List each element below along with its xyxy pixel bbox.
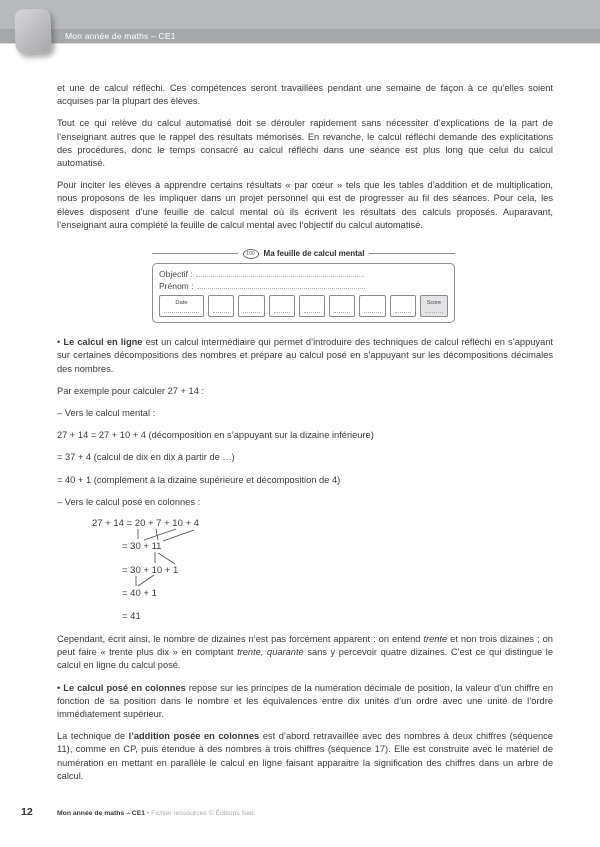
tree-line-3: = 30 + 10 + 1 [122,565,179,577]
page-content [57,44,553,792]
tree-connector [138,575,154,586]
paragraph-cependant: Cependant, écrit ainsi, le nombre de dizaines n’est pas forcément apparent : on entend trente et non trois dizaines ; on peut faire « trente plus dix » en comptant trente, quarante sans y percevoir quatre dizaines. C’est ce qui distingue le calcul en ligne du calcul posé. [57,634,554,671]
bullet-bold-text: Le calcul en ligne [63,337,143,348]
objectif-row [159,268,448,280]
answer-cell [238,295,264,317]
header-title: Mon année de maths – CE1 [65,31,176,41]
header-bar [0,29,600,44]
tree-connector [158,553,175,564]
mental-equation-line: = 37 + 4 (calcul de dix en dix à partir de …) [57,452,235,463]
paragraph: Pour inciter les élèves à apprendre certains résultats « par cœur » tels que les tables d’addition et de multiplication, nous proposons de les impliquer dans un projet personnel qui est de progresser au fil des séances. Pour cela, les élèves disposent d’une feuille de calcul mental où ils écrivent les résultats des calculs proposés. Auparavant, l’enseignant aura complété la feuille de calcul mental avec l’objectif du calcul automatisé. [57,180,553,230]
tree-line-1: 27 + 14 = 20 + 7 + 10 + 4 [92,518,199,530]
prenom-write-line [197,280,365,289]
answer-cell [208,295,234,317]
legend-rule-right [369,253,455,254]
worksheet-legend [152,247,455,260]
answer-cell [359,295,385,317]
italic-trente: trente [423,634,448,645]
worksheet-box [152,263,455,323]
objectif-write-line [196,268,364,277]
paragraph: et une de calcul réfléchi. Ces compétences seront travaillées pendant une semaine de façon à ce qu’elles soient acquises par la plupart des élèves. [57,83,553,107]
tree-line-5: = 41 [122,611,141,623]
mental-equation-line: = 40 + 1 (complément à la dizaine supérieure et décomposition de 4) [57,474,341,485]
score-write-line [425,312,443,313]
header-band [0,0,600,29]
score-cell [420,295,448,317]
example-intro: Par exemple pour calculer 27 + 14 : [57,385,205,396]
page-footer [0,806,600,820]
worksheet-cells [159,295,448,317]
bold-addition-posee: l’addition posée en colonnes [128,731,260,742]
bullet-marker: • [57,337,61,348]
answer-cell [269,295,295,317]
answer-cell [329,295,355,317]
prenom-row [159,280,448,292]
mental-equation-line: 27 + 14 = 27 + 10 + 4 (décomposition en s’appuyant sur la dizaine inférieure) [57,430,374,441]
prenom-label: Prénom : [159,281,194,292]
bullet-calcul-en-ligne [57,336,553,376]
score-label: Score [426,300,442,307]
badge-100-icon: 100 [243,249,259,259]
date-cell [159,295,204,317]
tree-connector [156,529,158,540]
legend-rule-left [152,253,238,254]
bullet-rest-text: est un calcul intermédiaire qui permet d’introduire des techniques de calcul réfléchi en s’appuyant sur certaines décompositions des nombres et prépare au calcul posé en s’appuyant sur les décompositions décimales des nombres. [57,337,554,374]
answer-cell [390,295,416,317]
footer-book-title: Mon année de maths – CE1 [57,810,146,817]
mental-heading: – Vers le calcul mental : [57,408,156,419]
page-number: 12 [21,806,33,818]
paragraph-technique: La technique de l’addition posée en colonnes est d’abord retravaillée avec des nombres à deux chiffres (séquence 11), comme en CP, puis étendue à des nombres à trois chiffres (séquence 17). Elle est construite avec le matériel de numération en mettant en parallèle le calcul en ligne faisant apparaitre la signification des chiffres dans un arbre de calcul. [57,731,553,781]
objectif-label: Objectif : [159,269,193,280]
bullet-marker: • [57,682,61,693]
bullet-calcul-pose [57,682,553,722]
calcul-mental-worksheet [152,247,455,323]
calculation-tree-figure [92,518,332,624]
bullet-rest-text: repose sur les principes de la numération décimale de position, la valeur d’un chiffre en fonction de sa position dans le nombre et les équivalences entre dix unités d’un ordre avec une unité de l’ordre immédiatement supérieur. [57,682,553,720]
answer-cell [299,295,325,317]
bullet-bold-text: Le calcul posé en colonnes [63,682,186,693]
footer-text [57,810,254,817]
italic-trente-quarante: trente, quarante [237,647,304,658]
book-logo-icon [14,8,52,53]
tree-line-2: = 30 + 11 [122,541,162,553]
pose-heading: – Vers le calcul posé en colonnes : [57,496,201,507]
paragraph: Tout ce qui relève du calcul automatisé doit se dérouler rapidement sans nécessiter d’explications de la part de l’enseignant autres que le rappel des résultats mémorisés. En revanche, le calcul réfléchi demande des explicitations des procédures, donc le temps consacré au calcul réfléchi dans une séance est plus long que celui du calcul automatisé. [57,118,553,169]
date-label: Date [175,300,188,307]
tree-line-4: = 40 + 1 [122,588,157,600]
footer-imprint: • Fichier ressources © Éditions Sed [145,810,254,817]
worksheet-title: Ma feuille de calcul mental [263,249,365,259]
date-write-line [164,312,199,313]
